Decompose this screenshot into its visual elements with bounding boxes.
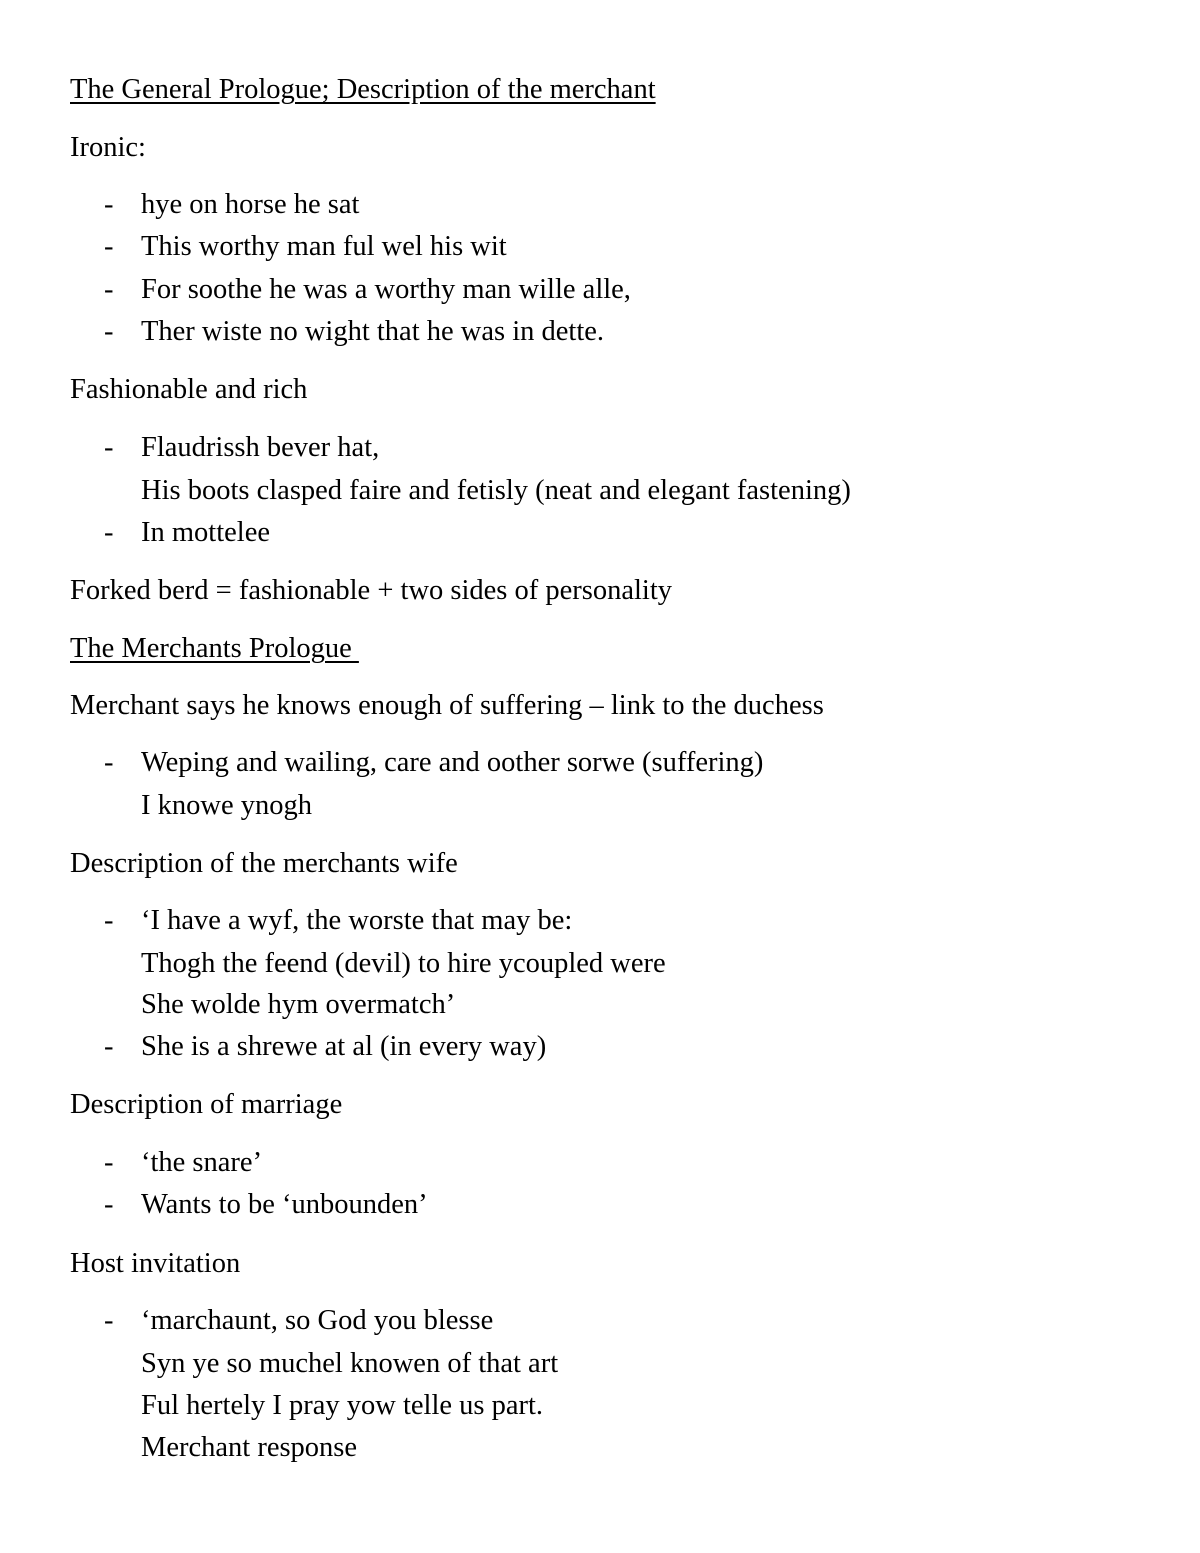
list-item: ‘marchaunt, so God you blesse [141, 1305, 494, 1336]
bullet-dash: - [104, 432, 114, 463]
section-heading-merchants-prologue: The Merchants Prologue [70, 633, 359, 664]
list-item-continuation: His boots clasped faire and fetisly (neat and elegant fastening) [141, 475, 851, 506]
suffering-label: Merchant says he knows enough of suffering – link to the duchess [70, 690, 824, 721]
bullet-dash: - [104, 905, 114, 936]
list-item: Weping and wailing, care and oother sorwe (suffering) [141, 747, 764, 778]
list-item-continuation: I knowe ynogh [141, 790, 312, 821]
section-heading-general-prologue: The General Prologue; Description of the merchant [70, 74, 656, 105]
fashionable-label: Fashionable and rich [70, 374, 308, 405]
list-item: ‘the snare’ [141, 1147, 263, 1178]
list-item: She is a shrewe at al (in every way) [141, 1031, 547, 1062]
list-item: Ther wiste no wight that he was in dette. [141, 316, 605, 347]
ironic-label: Ironic: [70, 132, 146, 163]
list-item: Flaudrissh bever hat, [141, 432, 380, 463]
forked-berd-text: Forked berd = fashionable + two sides of personality [70, 575, 673, 606]
bullet-dash: - [104, 1189, 114, 1220]
wife-label: Description of the merchants wife [70, 848, 458, 879]
list-item: In mottelee [141, 517, 270, 548]
host-label: Host invitation [70, 1248, 241, 1279]
list-item: This worthy man ful wel his wit [141, 231, 507, 262]
bullet-dash: - [104, 231, 114, 262]
bullet-dash: - [104, 1031, 114, 1062]
list-item: For soothe he was a worthy man wille alle, [141, 274, 631, 305]
bullet-dash: - [104, 1147, 114, 1178]
marriage-label: Description of marriage [70, 1089, 343, 1120]
list-item-continuation: Syn ye so muchel knowen of that art [141, 1348, 559, 1379]
bullet-dash: - [104, 747, 114, 778]
list-item: hye on horse he sat [141, 189, 360, 220]
list-item-continuation: Ful hertely I pray yow telle us part. [141, 1390, 544, 1421]
bullet-dash: - [104, 1305, 114, 1336]
list-item: Wants to be ‘unbounden’ [141, 1189, 428, 1220]
list-item-continuation: She wolde hym overmatch’ [141, 989, 456, 1020]
list-item-continuation: Thogh the feend (devil) to hire ycoupled were [141, 948, 666, 979]
bullet-dash: - [104, 274, 114, 305]
bullet-dash: - [104, 517, 114, 548]
list-item: ‘I have a wyf, the worste that may be: [141, 905, 573, 936]
bullet-dash: - [104, 316, 114, 347]
bullet-dash: - [104, 189, 114, 220]
list-item-continuation: Merchant response [141, 1432, 358, 1463]
